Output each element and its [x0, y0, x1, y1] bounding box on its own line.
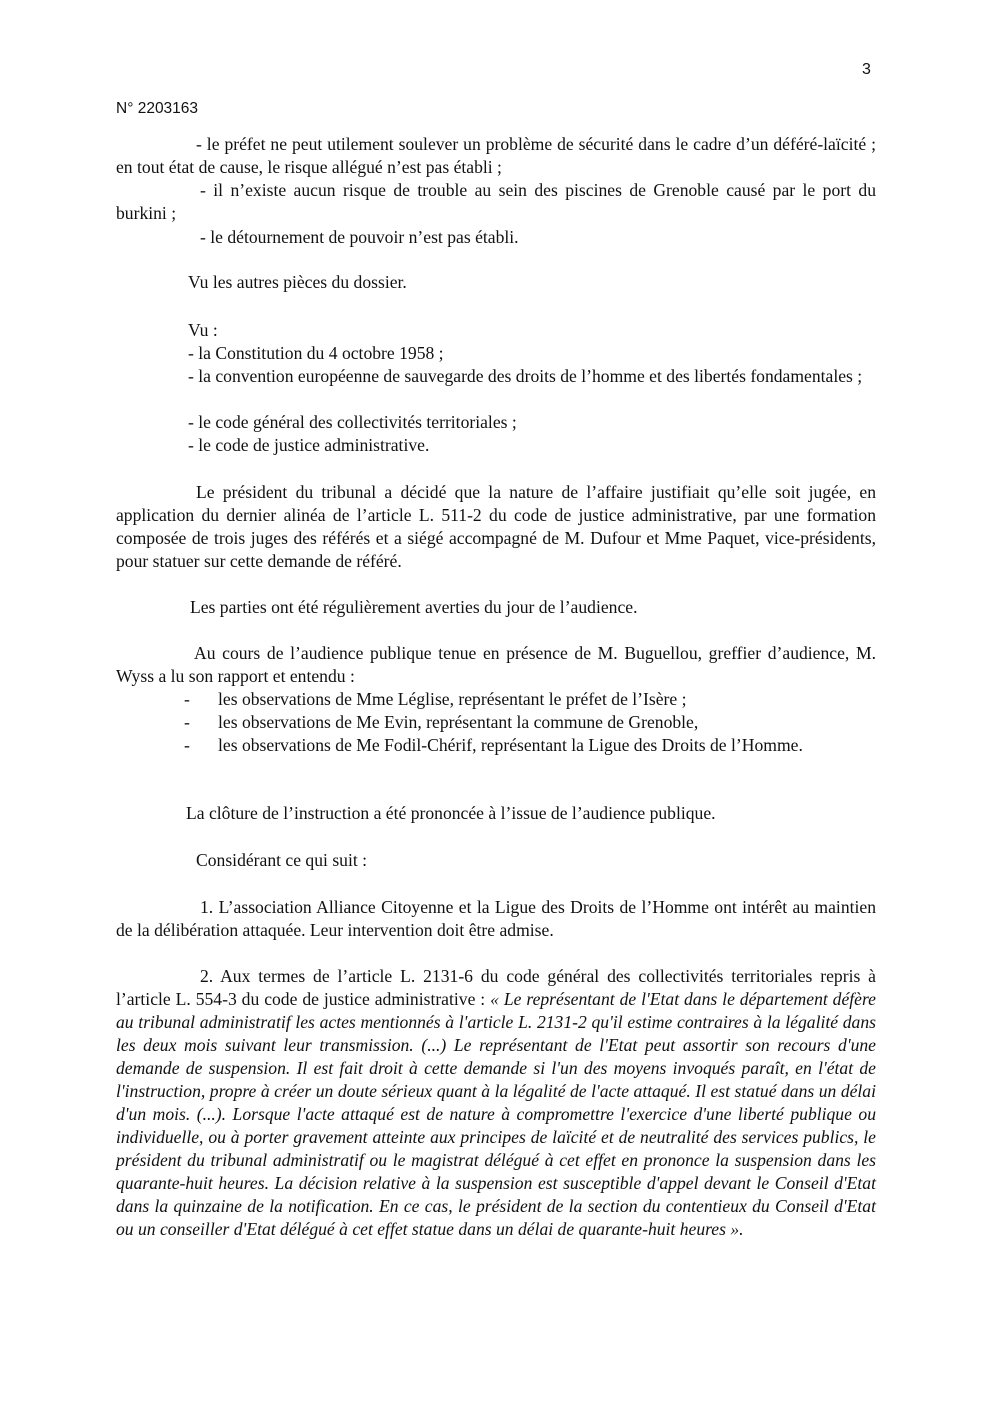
point-1: 1. L’association Alliance Citoyenne et la Ligue des Droits de l’Homme ont intérêt au maintien de la délibération attaquée. Leur intervention doit être admise.: [116, 897, 876, 940]
vu-item-cja: - le code de justice administrative.: [188, 435, 430, 455]
vu-heading: Vu :: [188, 320, 218, 340]
document-number: N° 2203163: [116, 100, 199, 117]
intro-item-3: - le détournement de pouvoir n’est pas établi.: [200, 227, 519, 247]
page-number: 3: [862, 61, 871, 78]
audience-item-2: - les observations de Me Evin, représentant la commune de Grenoble,: [184, 712, 699, 732]
bullet-dash: -: [184, 712, 190, 732]
parties-paragraph: Les parties ont été régulièrement averties du jour de l’audience.: [190, 597, 638, 617]
cloture-paragraph: La clôture de l’instruction a été prononcée à l’issue de l’audience publique.: [186, 803, 716, 823]
intro-item-1: - le préfet ne peut utilement soulever un problème de sécurité dans le cadre d’un déféré-laïcité ; en tout état de cause, le risque allégué n’est pas établi ;: [116, 134, 876, 177]
bullet-dash: -: [184, 735, 190, 755]
president-paragraph: Le président du tribunal a décidé que la nature de l’affaire justifiait qu’elle soit jugée, en application du dernier alinéa de l’article L. 511-2 du code de justice administrative, par une formation composée de trois juges des référés et a siégé accompagné de M. Dufour et Mme Paquet, vice-présidents, pour statuer sur cette demande de référé.: [116, 482, 876, 571]
bullet-dash: -: [184, 689, 190, 709]
audience-item-1: - les observations de Mme Léglise, représentant le préfet de l’Isère ;: [184, 689, 687, 709]
point-2: [116, 965, 876, 1241]
point-2-quote: « Le représentant de l'Etat dans le département défère au tribunal administratif les actes mentionnés à l'article L. 2131-2 qu'il estime contraires à la légalité dans les deux mois suivant leur transmission. (...) Le représentant de l'Etat peut assortir son recours d'une demande de suspension. Il est fait droit à cette demande si l'un des moyens invoqués paraît, en l'état de l'instruction, propre à créer un doute sérieux quant à la légalité de l'acte attaqué. Il est statué dans un délai d'un mois. (...). Lorsque l'acte attaqué est de nature à compromettre l'exercice d'une liberté publique ou individuelle, ou à porter gravement atteinte aux principes de laïcité et de neutralité des services publics, le président du tribunal administratif ou le magistrat délégué à cet effet en prononce la suspension dans les quarante-huit heures. La décision relative à la suspension est susceptible d'appel devant le Conseil d'Etat dans la quinzaine de la notification. En ce cas, le président de la section du contentieux du Conseil d'Etat ou un conseiller d'Etat délégué à cet effet statue dans un délai de quarante-huit heures ».: [116, 989, 876, 1239]
vu-pieces: Vu les autres pièces du dossier.: [188, 272, 407, 292]
point-2-intro: 2. Aux termes de l’article L. 2131-6 du code général des collectivités territoriales repris à l’article L. 554-3 du code de justice administrative :: [116, 966, 876, 1009]
vu-item-convention: - la convention européenne de sauvegarde des droits de l’homme et des libertés fondamentales ;: [188, 366, 863, 386]
audience-intro: Au cours de l’audience publique tenue en présence de M. Buguellou, greffier d’audience, M. Wyss a lu son rapport et entendu :: [116, 643, 876, 686]
considerant-heading: Considérant ce qui suit :: [196, 850, 368, 870]
intro-item-2: - il n’existe aucun risque de trouble au sein des piscines de Grenoble causé par le port du burkini ;: [116, 180, 876, 223]
audience-list: [184, 688, 876, 757]
vu-item-cgct: - le code général des collectivités territoriales ;: [188, 412, 517, 432]
vu-item-constitution: - la Constitution du 4 octobre 1958 ;: [188, 343, 444, 363]
audience-item-3: - les observations de Me Fodil-Chérif, représentant la Ligue des Droits de l’Homme.: [184, 735, 803, 755]
